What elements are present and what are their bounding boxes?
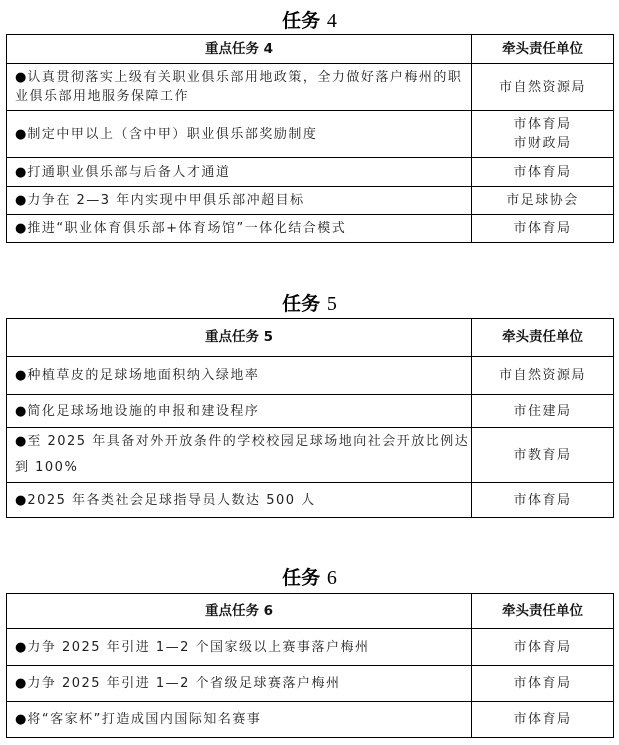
- table-row: [7, 395, 614, 428]
- section-title-number: 6: [326, 567, 337, 589]
- task-cell: [7, 395, 472, 428]
- task-text: 简化足球场地设施的申报和建设程序: [27, 403, 260, 419]
- bullet-icon: ●: [15, 221, 27, 236]
- unit-name: 市住建局: [513, 403, 572, 419]
- bullet-icon: ●: [15, 368, 27, 383]
- bullet-icon: ●: [15, 676, 27, 691]
- task-text: 认真贯彻落实上级有关职业俱乐部用地政策，全力做好落户梅州的职业俱乐部用地服务保障工作: [15, 70, 463, 104]
- unit-name: 市自然资源局: [498, 79, 586, 95]
- table-row: [7, 702, 614, 738]
- task-table-4: [6, 34, 614, 243]
- column-header-unit: 牵头责任单位: [472, 319, 614, 357]
- task-text: 力争在 2—3 年内实现中甲俱乐部冲超目标: [27, 193, 305, 208]
- unit-cell: [472, 111, 614, 158]
- column-header-task: 重点任务 6: [7, 594, 472, 629]
- table-row: [7, 357, 614, 395]
- column-header-unit: 牵头责任单位: [472, 35, 614, 64]
- unit-cell: [472, 428, 614, 483]
- unit-name: 市体育局: [513, 639, 572, 655]
- unit-name: 市足球协会: [506, 193, 579, 208]
- unit-cell: [472, 215, 614, 243]
- unit-name: 市体育局: [513, 492, 572, 508]
- task-text: 推进“职业体育俱乐部+体育场馆”一体化结合模式: [27, 221, 347, 236]
- table-header-row: [7, 35, 614, 64]
- bullet-icon: ●: [15, 70, 27, 85]
- task-cell: [7, 428, 472, 483]
- unit-cell: [472, 187, 614, 215]
- unit-cell: [472, 702, 614, 738]
- table-row: [7, 158, 614, 187]
- task-text: 力争 2025 年引进 1—2 个省级足球赛落户梅州: [27, 676, 341, 691]
- section-title-task-6: [0, 566, 619, 590]
- task-text: 至 2025 年具备对外开放条件的学校校园足球场地向社会开放比例达到 100%: [15, 434, 470, 475]
- unit-cell: [472, 357, 614, 395]
- column-header-task: 重点任务 5: [7, 319, 472, 357]
- unit-cell: [472, 158, 614, 187]
- bullet-icon: ●: [15, 434, 27, 449]
- task-cell: [7, 111, 472, 158]
- task-cell: [7, 666, 472, 702]
- unit-name: 市体育局: [513, 164, 572, 180]
- task-cell: [7, 158, 472, 187]
- bullet-icon: ●: [15, 712, 27, 727]
- column-header-unit: 牵头责任单位: [472, 594, 614, 629]
- task-text: 将“客家杯”打造成国内国际知名赛事: [27, 712, 262, 727]
- table-header-row: [7, 594, 614, 629]
- table-row: [7, 428, 614, 483]
- section-title-number: 5: [326, 293, 337, 315]
- section-title-task-4: [0, 9, 619, 33]
- table-row: [7, 629, 614, 666]
- unit-cell: [472, 483, 614, 518]
- task-text: 种植草皮的足球场地面积纳入绿地率: [27, 368, 260, 383]
- section-title-prefix: 任务: [282, 567, 321, 589]
- bullet-icon: ●: [15, 164, 27, 180]
- table-row: [7, 64, 614, 111]
- table-row: [7, 111, 614, 158]
- task-cell: [7, 483, 472, 518]
- bullet-icon: ●: [15, 639, 27, 655]
- bullet-icon: ●: [15, 126, 27, 142]
- unit-name: 市自然资源局: [498, 368, 586, 383]
- table-row: [7, 215, 614, 243]
- unit-cell: [472, 395, 614, 428]
- task-table-5: [6, 318, 614, 518]
- bullet-icon: ●: [15, 492, 27, 508]
- column-header-task: 重点任务 4: [7, 35, 472, 64]
- task-text: 力争 2025 年引进 1—2 个国家级以上赛事落户梅州: [27, 639, 370, 655]
- unit-name: 市教育局: [513, 447, 572, 463]
- table-row: [7, 187, 614, 215]
- task-cell: [7, 629, 472, 666]
- section-title-task-5: [0, 292, 619, 316]
- unit-cell: [472, 64, 614, 111]
- unit-cell: [472, 666, 614, 702]
- table-row: [7, 483, 614, 518]
- unit-name: 市体育局: [513, 221, 572, 236]
- unit-name: 市体育局: [513, 117, 572, 132]
- unit-cell: [472, 629, 614, 666]
- task-text: 打通职业俱乐部与后备人才通道: [27, 164, 231, 180]
- unit-name: 市财政局: [513, 136, 572, 151]
- task-cell: [7, 64, 472, 111]
- table-header-row: [7, 319, 614, 357]
- table-row: [7, 666, 614, 702]
- task-cell: [7, 215, 472, 243]
- section-title-prefix: 任务: [282, 293, 321, 315]
- task-table-6: [6, 593, 614, 738]
- task-text: 2025 年各类社会足球指导员人数达 500 人: [27, 492, 316, 508]
- task-cell: [7, 357, 472, 395]
- unit-name: 市体育局: [513, 676, 572, 691]
- unit-name: 市体育局: [513, 712, 572, 727]
- task-cell: [7, 187, 472, 215]
- section-title-number: 4: [326, 10, 337, 32]
- task-text: 制定中甲以上（含中甲）职业俱乐部奖励制度: [27, 126, 318, 142]
- task-cell: [7, 702, 472, 738]
- bullet-icon: ●: [15, 193, 27, 208]
- bullet-icon: ●: [15, 403, 27, 419]
- section-title-prefix: 任务: [282, 10, 321, 32]
